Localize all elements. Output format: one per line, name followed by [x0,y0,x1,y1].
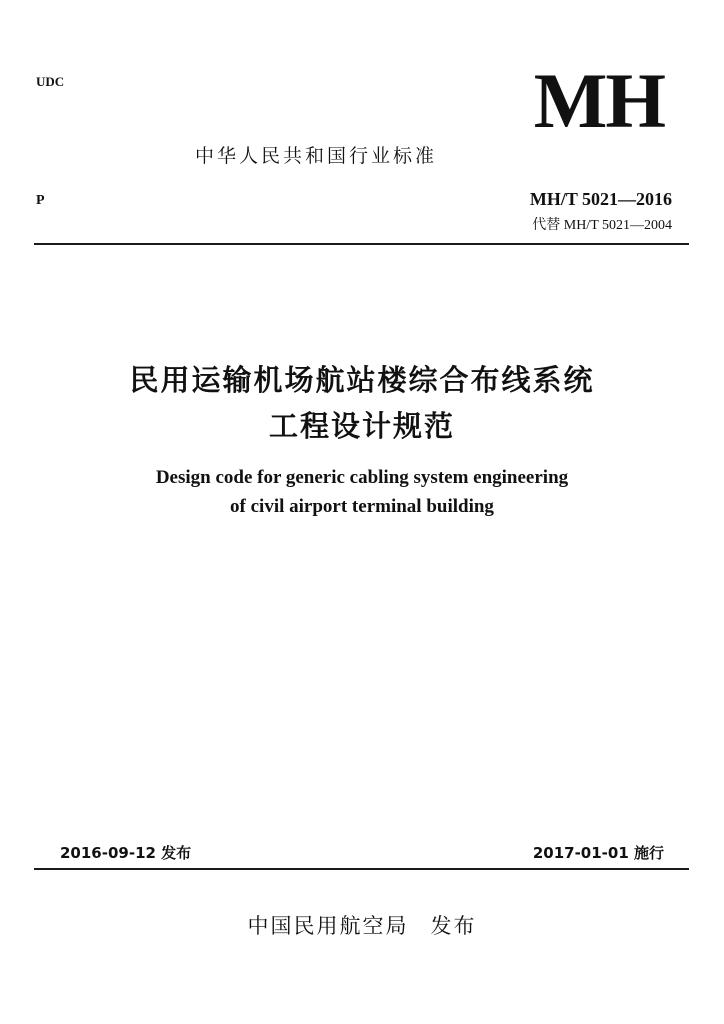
issuer-line [0,910,724,940]
issuer-name: 中国民用航空局 [247,914,409,938]
category-code: MH [533,57,664,144]
chinese-title-line-2: 工程设计规范 [268,409,455,443]
replaces-standard: 代替 MH/T 5021—2004 [532,218,672,233]
top-divider [34,243,689,245]
implement-date: 2017-01-01 施行 [532,844,664,862]
chinese-title-line-1: 民用运输机场航站楼综合布线系统 [129,363,595,397]
classification-code: P [36,193,45,208]
standard-number: MH/T 5021—2016 [529,189,672,209]
industry-standard-text: 中华人民共和国行业标准 [194,145,437,167]
english-title-line-1: Design code for generic cabling system engineering [155,467,569,488]
english-title-line-2: of civil airport terminal building [230,496,494,517]
bottom-divider [34,868,689,870]
udc-label: UDC [36,74,65,89]
industry-standard-title [0,141,724,168]
issuer-action: 发布 [430,914,477,938]
publish-date: 2016-09-12 发布 [60,844,192,862]
